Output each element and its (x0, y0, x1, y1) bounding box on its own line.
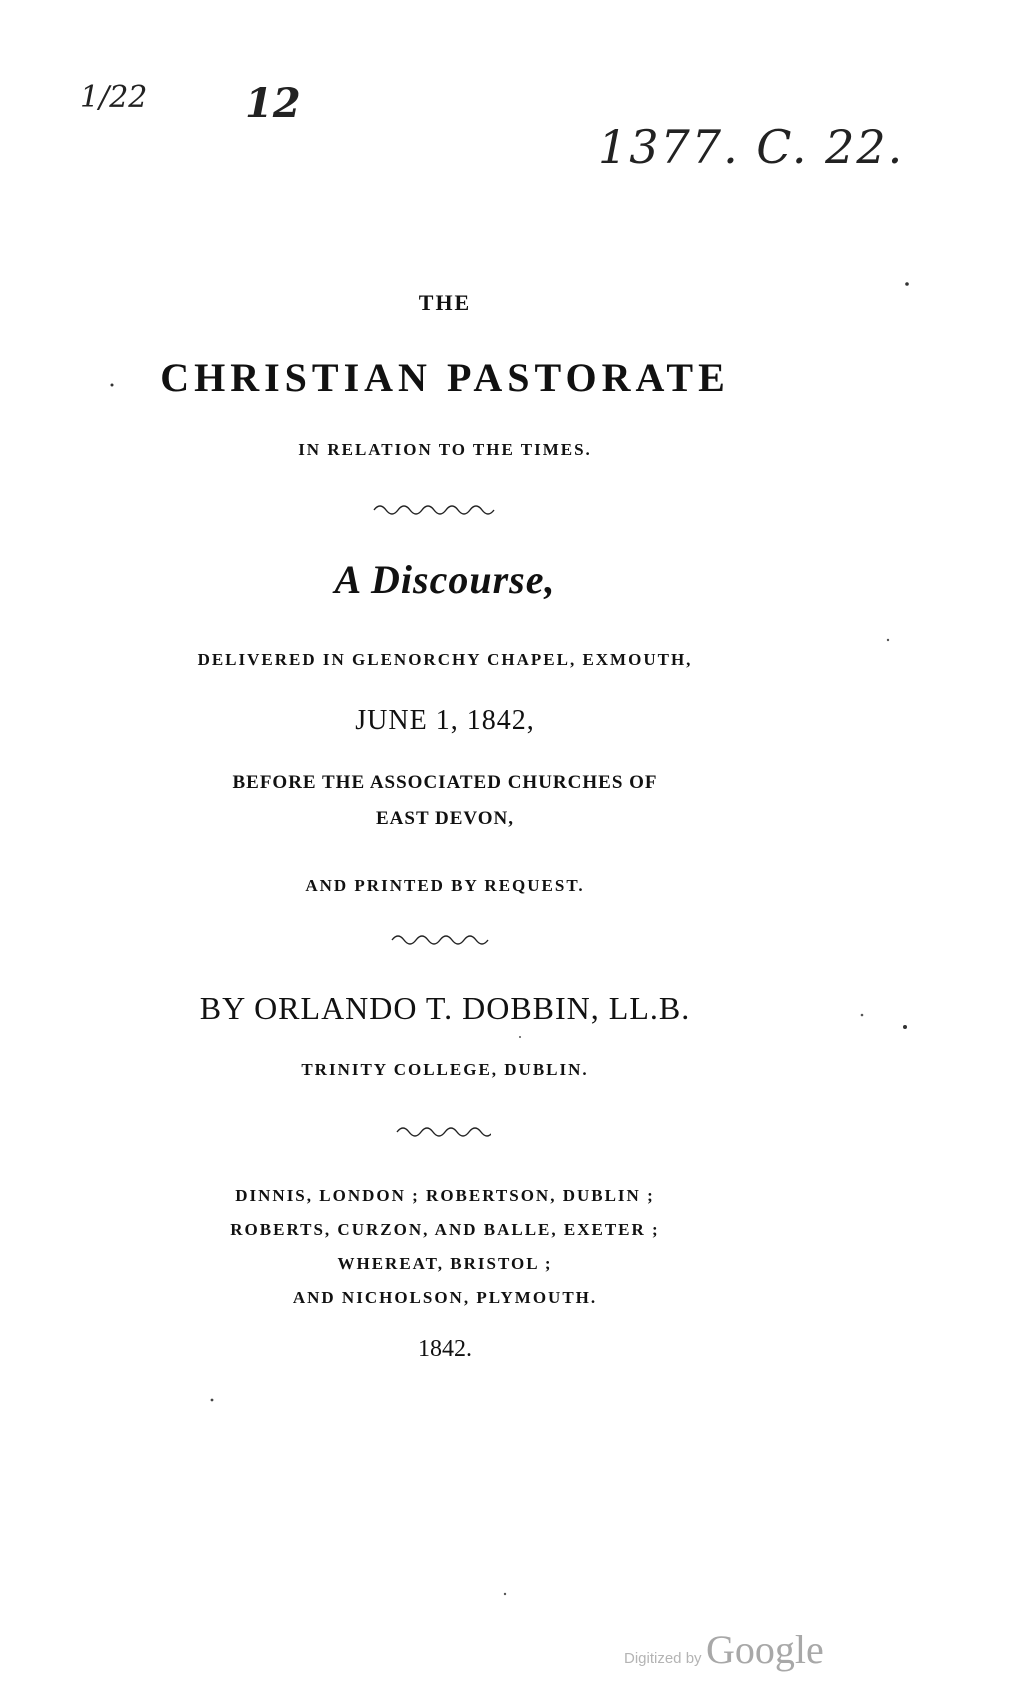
handwritten-shelfmark-left: 1/22 (80, 80, 148, 115)
watermark-prefix: Digitized by (624, 1650, 702, 1667)
college-line: TRINITY COLLEGE, DUBLIN. (301, 1060, 589, 1079)
digitized-by-google-watermark (624, 1626, 824, 1673)
before-line-2: EAST DEVON, (375, 808, 515, 829)
publisher-line-2: ROBERTS, CURZON, AND BALLE, EXETER ; (230, 1220, 660, 1239)
publisher-line-1: DINNIS, LONDON ; ROBERTSON, DUBLIN ; (235, 1186, 655, 1205)
handwritten-number: 12 (245, 80, 301, 127)
before-line-1: BEFORE THE ASSOCIATED CHURCHES OF (232, 772, 658, 793)
publisher-line-4: AND NICHOLSON, PLYMOUTH. (292, 1288, 598, 1307)
page-title: CHRISTIAN PASTORATE (160, 355, 730, 400)
discourse-heading: A Discourse, (334, 557, 556, 602)
publisher-line-3: WHEREAT, BRISTOL ; (337, 1254, 553, 1273)
delivery-date: JUNE 1, 1842, (355, 705, 535, 736)
title-article: THE (418, 290, 472, 315)
publication-year: 1842. (418, 1336, 472, 1362)
author-line: BY ORLANDO T. DOBBIN, LL.B. (199, 990, 691, 1026)
google-logo: Google (706, 1627, 824, 1672)
page-subtitle: IN RELATION TO THE TIMES. (298, 440, 592, 459)
printed-by-request: AND PRINTED BY REQUEST. (305, 876, 585, 895)
delivered-line: DELIVERED IN GLENORCHY CHAPEL, EXMOUTH, (197, 650, 693, 669)
handwritten-shelfmark-right: 1377. C. 22. (598, 120, 905, 174)
